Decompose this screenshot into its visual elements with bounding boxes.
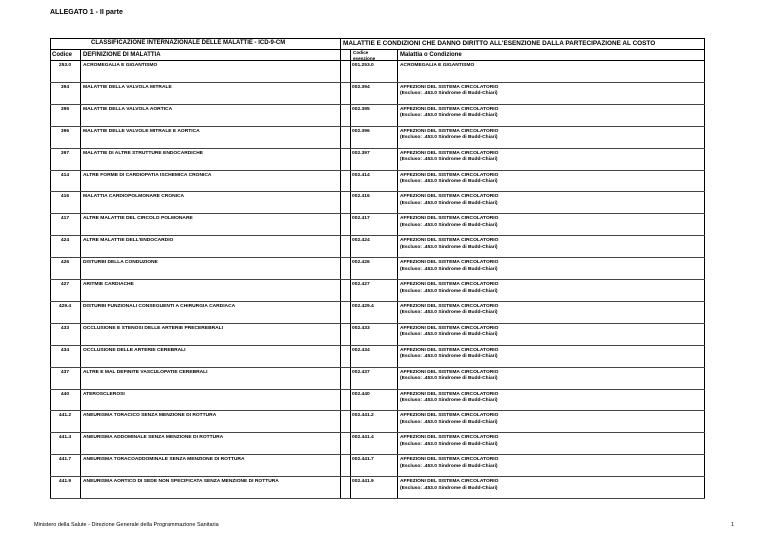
right-section-title: MALATTIE E CONDIZIONI CHE DANNO DIRITTO ALL'ESENZIONE DALLA PARTECIPAZIONE AL COSTO [343, 40, 656, 47]
row-code: 394 [60, 84, 70, 90]
row-exemption-code: 002.394 [352, 84, 370, 90]
row-condition: AFFEZIONI DEL SISTEMA CIRCOLATORIO [400, 369, 499, 375]
row-exemption-code: 002.441.9 [352, 479, 374, 485]
row-definition: ALTRE MALATTIE DELL'ENDOCARDIO [83, 238, 174, 244]
column-header-definition: DEFINIZIONE DI MALATTIA [83, 52, 161, 58]
row-code: 437 [60, 369, 70, 375]
row-code: 414 [60, 172, 70, 178]
row-definition: OCCLUSIONE E STENOSI DELLE ARTERIE PRECEREBRALI [83, 325, 224, 331]
table-row-divider [50, 279, 705, 280]
table-row-divider [50, 257, 705, 258]
row-condition: AFFEZIONI DEL SISTEMA CIRCOLATORIO [400, 391, 499, 397]
table-row-divider [50, 498, 705, 499]
column-header-exemption-code-2: esenzione [353, 56, 376, 61]
row-code: 433 [60, 325, 70, 331]
row-exemption-code: 002.429.4 [352, 303, 374, 309]
table-row-divider [50, 345, 705, 346]
row-exemption-code: 001.253.0 [352, 63, 374, 68]
row-condition-note: (Escluso: .453.0 Sindrome di Budd-Chiari) [400, 288, 498, 294]
row-code: 427 [60, 282, 70, 287]
col-border-inner [350, 49, 351, 498]
row-exemption-code: 002.395 [352, 106, 370, 112]
row-exemption-code: 002.416 [352, 194, 370, 200]
table-row-divider [50, 82, 705, 83]
row-definition: MALATTIA CARDIOPOLMONARE CRONICA [83, 194, 185, 200]
header-divider [50, 49, 705, 50]
row-exemption-code: 002.414 [352, 172, 370, 178]
icd-exemption-table [50, 38, 705, 498]
table-row-divider [50, 126, 705, 127]
row-code: 441.2 [58, 413, 72, 419]
row-exemption-code: 002.441.7 [352, 457, 374, 463]
row-code: 441.7 [58, 457, 72, 463]
document-title: ALLEGATO 1 - II parte [50, 9, 123, 16]
row-definition: MALATTIE DELLE VALVOLE MITRALE E AORTICA [83, 128, 200, 134]
row-condition-note: (Escluso: .453.0 Sindrome di Budd-Chiari) [400, 157, 498, 163]
row-definition: ACROMEGALIA E GIGANTISMO [83, 63, 158, 68]
row-exemption-code: 002.440 [352, 391, 370, 397]
row-condition: AFFEZIONI DEL SISTEMA CIRCOLATORIO [400, 238, 499, 244]
row-condition-note: (Escluso: .453.0 Sindrome di Budd-Chiari) [400, 376, 498, 382]
row-exemption-code: 002.397 [352, 150, 370, 156]
row-code: 426 [60, 260, 70, 266]
table-row-divider [50, 432, 705, 433]
row-condition-note: (Escluso: .453.0 Sindrome di Budd-Chiari) [400, 135, 498, 141]
row-condition-note: (Escluso: .453.0 Sindrome di Budd-Chiari) [400, 354, 498, 360]
row-condition: AFFEZIONI DEL SISTEMA CIRCOLATORIO [400, 172, 499, 178]
page-number: 1 [731, 522, 735, 528]
row-definition: MALATTIE DELLA VALVOLA AORTICA [83, 106, 173, 112]
row-condition: AFFEZIONI DEL SISTEMA CIRCOLATORIO [400, 260, 499, 266]
row-condition-note: (Escluso: .453.0 Sindrome di Budd-Chiari) [400, 113, 498, 119]
table-row-divider [50, 213, 705, 214]
row-code: 395 [60, 106, 70, 112]
row-exemption-code: 002.434 [352, 347, 370, 353]
row-condition-note: (Escluso: .453.0 Sindrome di Budd-Chiari) [400, 266, 498, 272]
row-condition-note: (Escluso: .453.0 Sindrome di Budd-Chiari) [400, 244, 498, 250]
row-definition: ALTRE MALATTIE DEL CIRCOLO POLMONARE [83, 216, 193, 222]
row-definition: OCCLUSIONE DELLE ARTERIE CEREBRALI [83, 347, 186, 353]
row-definition: ALTRE E MAL DEFINITE VASCULOPATIE CEREBRALI [83, 369, 208, 375]
row-condition: AFFEZIONI DEL SISTEMA CIRCOLATORIO [400, 479, 499, 485]
row-code: 396 [60, 128, 70, 134]
row-condition: AFFEZIONI DEL SISTEMA CIRCOLATORIO [400, 347, 499, 353]
row-exemption-code: 002.396 [352, 128, 370, 134]
row-code: 441.4 [58, 435, 72, 441]
row-definition: ALTRE FORME DI CARDIOPATIA ISCHEMICA CRONICA [83, 172, 212, 178]
row-exemption-code: 002.441.2 [352, 413, 374, 419]
row-condition-note: (Escluso: .453.0 Sindrome di Budd-Chiari) [400, 91, 498, 97]
row-condition: AFFEZIONI DEL SISTEMA CIRCOLATORIO [400, 282, 499, 287]
row-condition-note: (Escluso: .453.0 Sindrome di Budd-Chiari) [400, 200, 498, 206]
header-bottom-border [50, 60, 705, 61]
row-code: 429.4 [58, 303, 72, 309]
row-condition-note: (Escluso: .453.0 Sindrome di Budd-Chiari) [400, 441, 498, 447]
column-header-code: Codice [52, 52, 73, 58]
row-definition: ANEURISMA TORACOADDOMINALE SENZA MENZIONE DI ROTTURA [83, 457, 245, 463]
row-exemption-code: 002.437 [352, 369, 370, 375]
row-condition: AFFEZIONI DEL SISTEMA CIRCOLATORIO [400, 435, 499, 441]
footer-ministry: Ministero della Salute - Direzione Generale della Programmazione Sanitaria [34, 522, 219, 528]
row-condition: AFFEZIONI DEL SISTEMA CIRCOLATORIO [400, 194, 499, 200]
table-row-divider [50, 454, 705, 455]
table-row-divider [50, 389, 705, 390]
row-exemption-code: 002.433 [352, 325, 370, 331]
row-condition-note: (Escluso: .453.0 Sindrome di Budd-Chiari) [400, 463, 498, 469]
col-border-right [704, 38, 705, 498]
row-condition: AFFEZIONI DEL SISTEMA CIRCOLATORIO [400, 303, 499, 309]
row-definition: MALATTIE DI ALTRE STRUTTURE ENDOCARDICHE [83, 150, 203, 156]
row-code: 441.9 [58, 479, 72, 485]
row-condition-note: (Escluso: .453.0 Sindrome di Budd-Chiari) [400, 179, 498, 184]
row-definition: MALATTIE DELLA VALVOLA MITRALE [83, 84, 172, 90]
row-condition-note: (Escluso: .453.0 Sindrome di Budd-Chiari) [400, 419, 498, 425]
row-definition: ATEROSCLEROSI [83, 391, 125, 397]
row-condition-note: (Escluso: .453.0 Sindrome di Budd-Chiari) [400, 398, 498, 403]
row-exemption-code: 002.427 [352, 282, 370, 287]
table-top-border [50, 38, 705, 39]
row-code: 440 [60, 391, 70, 397]
table-row-divider [50, 301, 705, 302]
table-row-divider [50, 235, 705, 236]
table-row-divider [50, 323, 705, 324]
row-condition-note: (Escluso: .453.0 Sindrome di Budd-Chiari) [400, 310, 498, 316]
row-condition: AFFEZIONI DEL SISTEMA CIRCOLATORIO [400, 150, 499, 156]
row-code: 434 [60, 347, 70, 353]
table-row-divider [50, 191, 705, 192]
row-condition-note: (Escluso: .453.0 Sindrome di Budd-Chiari) [400, 485, 498, 491]
left-section-title: CLASSIFICAZIONE INTERNAZIONALE DELLE MALATTIE - ICD-9-CM [91, 40, 286, 46]
row-code: 397 [60, 150, 70, 156]
table-row-divider [50, 367, 705, 368]
row-condition: ACROMEGALIA E GIGANTISMO [400, 63, 475, 68]
row-definition: DISTURBI FUNZIONALI CONSEGUENTI A CHIRURGIA CARDIACA [83, 303, 236, 309]
row-condition: AFFEZIONI DEL SISTEMA CIRCOLATORIO [400, 128, 499, 134]
row-definition: ANEURISMA TORACICO SENZA MENZIONE DI ROTTURA [83, 413, 217, 419]
col-border-sections [340, 38, 341, 498]
table-row-divider [50, 410, 705, 411]
column-header-condition: Malattia o Condizione [400, 52, 462, 58]
row-condition: AFFEZIONI DEL SISTEMA CIRCOLATORIO [400, 413, 499, 419]
row-exemption-code: 002.424 [352, 238, 370, 244]
row-exemption-code: 002.441.4 [352, 435, 374, 441]
table-row-divider [50, 476, 705, 477]
row-condition: AFFEZIONI DEL SISTEMA CIRCOLATORIO [400, 325, 499, 331]
row-condition: AFFEZIONI DEL SISTEMA CIRCOLATORIO [400, 84, 499, 90]
row-condition: AFFEZIONI DEL SISTEMA CIRCOLATORIO [400, 106, 499, 112]
table-row-divider [50, 170, 705, 171]
col-border-exemption [397, 49, 398, 498]
row-exemption-code: 002.426 [352, 260, 370, 266]
column-header-exemption-code-1: Codice [353, 50, 369, 55]
row-definition: ANEURISMA AORTICO DI SEDE NON SPECIFICATA SENZA MENZIONE DI ROTTURA [83, 479, 279, 485]
row-definition: DISTURBI DELLA CONDUZIONE [83, 260, 158, 266]
row-definition: ARITMIE CARDIACHE [83, 282, 134, 287]
table-row-divider [50, 148, 705, 149]
row-exemption-code: 002.417 [352, 216, 370, 222]
row-code: 253.0 [58, 63, 72, 68]
row-code: 417 [60, 216, 70, 222]
table-row-divider [50, 104, 705, 105]
row-condition: AFFEZIONI DEL SISTEMA CIRCOLATORIO [400, 216, 499, 222]
row-condition: AFFEZIONI DEL SISTEMA CIRCOLATORIO [400, 457, 499, 463]
row-condition-note: (Escluso: .453.0 Sindrome di Budd-Chiari) [400, 332, 498, 338]
col-border-code [80, 49, 81, 498]
row-definition: ANEURISMA ADDOMINALE SENZA MENZIONE DI ROTTURA [83, 435, 224, 441]
row-condition-note: (Escluso: .453.0 Sindrome di Budd-Chiari) [400, 222, 498, 228]
row-code: 416 [60, 194, 70, 200]
row-code: 424 [60, 238, 70, 244]
